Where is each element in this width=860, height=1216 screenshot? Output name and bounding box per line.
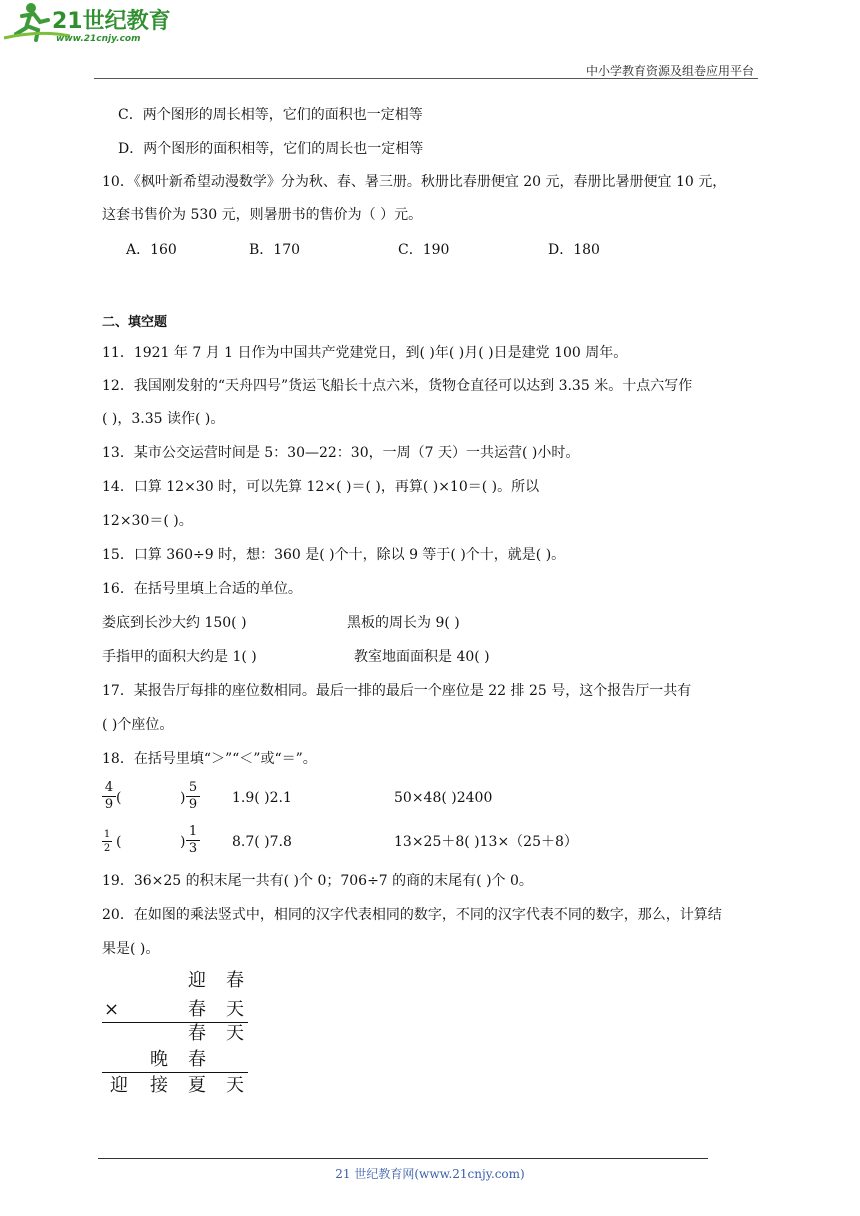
section-heading: 二、填空题: [102, 315, 168, 330]
header-divider: [94, 78, 758, 79]
q16-item-d: 教室地面面积是 40( ): [354, 649, 490, 665]
digit-char: 晚: [150, 1049, 168, 1070]
footer-divider: [98, 1158, 708, 1159]
site-logo: [0, 0, 170, 46]
paren-open: (: [116, 790, 122, 806]
q12-line2: ( )，3.35 读作( )。: [102, 411, 225, 427]
digit-char: 春: [188, 999, 206, 1020]
svg-text:www.21cnjy.com: www.21cnjy.com: [56, 34, 141, 44]
q13: 13．某市公交运营时间是 5：30—22：30，一周（7 天）一共运营( )小时。: [102, 445, 580, 461]
q18-compare-4: 13×25＋8( )13×（25＋8）: [394, 834, 578, 850]
q12-line1: 12．我国刚发射的“天舟四号”货运飞船长十点六米，货物仓直径可以达到 3.35 米。十点六写作: [102, 378, 693, 394]
svg-text:21世纪教育: 21世纪教育: [52, 9, 170, 34]
platform-name: 中小学教育资源及组卷应用平台: [585, 64, 754, 78]
paren-close: ): [180, 834, 186, 850]
digit-char: 迎: [188, 970, 206, 991]
digit-char: 天: [226, 1023, 244, 1044]
q16-item-c: 手指甲的面积大约是 1( ): [102, 649, 257, 665]
digit-char: 春: [188, 1023, 206, 1044]
q19: 19．36×25 的积末尾一共有( )个 0；706÷7 的商的末尾有( )个 0。: [102, 873, 533, 889]
q10-option-c: C．190: [398, 242, 450, 258]
digit-char: 天: [226, 999, 244, 1020]
paren-close: ): [180, 790, 186, 806]
q18: 18．在括号里填“＞”“＜”或“＝”。: [102, 751, 317, 767]
q14-line1: 14．口算 12×30 时，可以先算 12×( )＝( )，再算( )×10＝( )。所以: [102, 479, 540, 495]
q9-option-d: D．两个图形的面积相等，它们的周长也一定相等: [118, 141, 424, 157]
fraction-5-9: 5 9: [186, 781, 200, 812]
digit-char: 春: [188, 1049, 206, 1070]
q18-compare-1: 1.9( )2.1: [232, 790, 292, 806]
q20-line1: 20．在如图的乘法竖式中，相同的汉字代表相同的数字，不同的汉字代表不同的数字，那么，计算结: [102, 907, 722, 923]
sum-line: [102, 1072, 248, 1073]
q10-line1: 10．《枫叶新希望动漫数学》分为秋、春、暑三册。秋册比春册便宜 20 元，春册比暑册便宜 10 元，: [102, 174, 727, 190]
digit-char: 夏: [188, 1075, 206, 1096]
digit-char: 接: [150, 1075, 168, 1096]
fraction-4-9: 4 9: [102, 781, 116, 812]
q10-line2: 这套书售价为 530 元，则暑册书的售价为（ ）元。: [102, 207, 423, 223]
digit-char: 春: [226, 970, 244, 991]
q9-option-c: C．两个图形的周长相等，它们的面积也一定相等: [118, 107, 423, 123]
q16: 16．在括号里填上合适的单位。: [102, 581, 302, 597]
q14-line2: 12×30＝( )。: [102, 513, 193, 529]
q11: 11．1921 年 7 月 1 日作为中国共产党建党日，到( )年( )月( )日是建党 100 周年。: [102, 345, 628, 361]
q18-compare-2: 50×48( )2400: [394, 790, 493, 806]
q16-item-b: 黑板的周长为 9( ): [347, 615, 460, 631]
paren-open: (: [116, 834, 122, 850]
q10-option-a: A．160: [126, 242, 177, 258]
q20-line2: 果是( )。: [102, 941, 160, 957]
q18-compare-3: 8.7( )7.8: [232, 834, 292, 850]
footer-link[interactable]: 21 世纪教育网(www.21cnjy.com): [335, 1167, 525, 1181]
q10-option-b: B．170: [249, 242, 301, 258]
digit-char: 天: [226, 1075, 244, 1096]
q17-line2: ( )个座位。: [102, 717, 174, 733]
q16-item-a: 娄底到长沙大约 150( ): [102, 615, 247, 631]
q15: 15．口算 360÷9 时，想：360 是( )个十，除以 9 等于( )个十，就是( )。: [102, 547, 566, 563]
q17-line1: 17．某报告厅每排的座位数相同。最后一排的最后一个座位是 22 排 25 号，这个报告厅一共有: [102, 683, 692, 699]
runner-logo-icon: [0, 0, 170, 46]
fraction-1-2: 1 2: [103, 829, 111, 854]
multiply-sign: ×: [104, 999, 120, 1020]
q10-option-d: D．180: [548, 242, 600, 258]
fraction-1-3: 1 3: [186, 825, 200, 856]
digit-char: 迎: [110, 1075, 128, 1096]
